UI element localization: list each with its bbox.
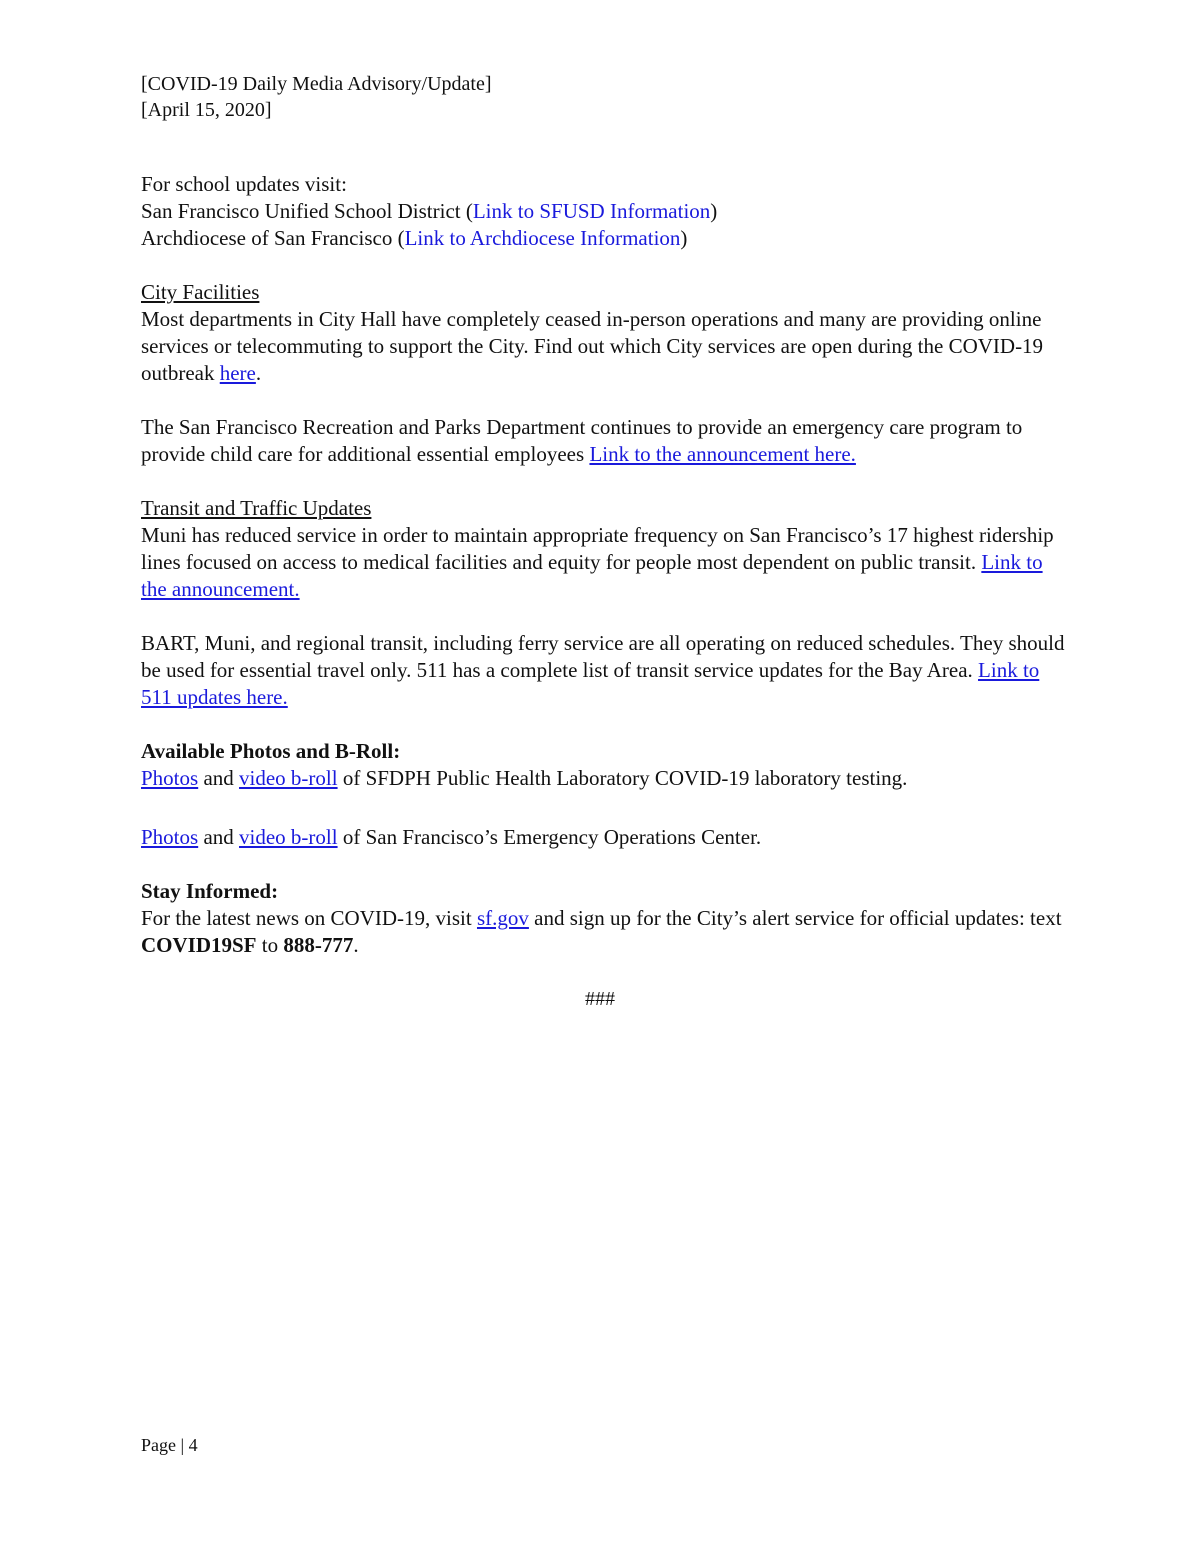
page-number: Page | 4 [141, 1435, 198, 1455]
sfusd-prefix: San Francisco Unified School District ( [141, 199, 473, 223]
sfusd-suffix: ) [710, 199, 718, 223]
lab-video-broll-link[interactable]: video b-roll [239, 766, 338, 790]
sfusd-line [141, 198, 1071, 225]
alert-number: 888-777 [283, 933, 354, 957]
stay-informed-text-4: . [353, 933, 359, 957]
spacer [141, 603, 1071, 630]
spacer [141, 711, 1071, 738]
stay-informed-paragraph [141, 905, 1071, 959]
lab-and-text: and [198, 766, 240, 790]
spacer [141, 851, 1071, 878]
rec-parks-text: The San Francisco Recreation and Parks Department continues to provide an emergency care program to provide child care for additional essential employees [141, 415, 1023, 466]
archdiocese-line [141, 225, 1071, 252]
eoc-photos-link[interactable]: Photos [141, 825, 199, 849]
photos-item-eoc [141, 824, 1071, 851]
stay-informed-text-3: to [256, 933, 284, 957]
spacer [141, 387, 1071, 414]
muni-text: Muni has reduced service in order to maintain appropriate frequency on San Francisco’s 17 highest ridership lines focused on access to medical facilities and equity for people most dependent on public transit. [141, 523, 1054, 574]
city-facilities-text: Most departments in City Hall have completely ceased in-person operations and many are providing online services or telecommuting to support the City. Find out which City services are open during the COVID-19 outbreak [141, 307, 1044, 385]
stay-informed-text-1: For the latest news on COVID-19, visit [141, 906, 477, 930]
archdiocese-prefix: Archdiocese of San Francisco ( [141, 226, 405, 250]
transit-heading: Transit and Traffic Updates [141, 496, 372, 520]
bart-paragraph [141, 630, 1071, 711]
alert-keyword: COVID19SF [141, 933, 257, 957]
lab-description: of SFDPH Public Health Laboratory COVID-19 laboratory testing. [337, 766, 908, 790]
spacer [141, 792, 1071, 824]
spacer [141, 252, 1071, 279]
muni-announcement-link[interactable]: Link to the announcement. [141, 550, 1043, 601]
spacer [141, 468, 1071, 495]
city-facilities-heading: City Facilities [141, 280, 260, 304]
archdiocese-link[interactable]: Link to Archdiocese Information [404, 226, 681, 250]
document-header [141, 71, 492, 123]
document-body [141, 171, 1071, 959]
eoc-description: of San Francisco’s Emergency Operations Center. [337, 825, 762, 849]
sf-gov-link[interactable]: sf.gov [476, 906, 529, 930]
city-services-here-link[interactable]: here [219, 361, 256, 385]
header-date: [April 15, 2020] [141, 99, 272, 121]
city-facilities-period: . [255, 361, 262, 385]
sfusd-link[interactable]: Link to SFUSD Information [472, 199, 711, 223]
photos-heading: Available Photos and B-Roll: [141, 739, 401, 763]
rec-parks-paragraph [141, 414, 1071, 468]
school-updates-intro: For school updates visit: [141, 172, 347, 196]
511-updates-link[interactable]: Link to 511 updates here. [141, 658, 1040, 709]
photos-item-lab [141, 765, 1071, 792]
city-facilities-paragraph [141, 306, 1071, 387]
stay-informed-heading: Stay Informed: [141, 879, 279, 903]
lab-photos-link[interactable]: Photos [141, 766, 199, 790]
rec-parks-announcement-link[interactable]: Link to the announcement here. [589, 442, 856, 466]
stay-informed-text-2: and sign up for the City’s alert service for official updates: text [528, 906, 1062, 930]
eoc-video-broll-link[interactable]: video b-roll [239, 825, 338, 849]
end-of-release-mark: ### [585, 988, 615, 1010]
archdiocese-suffix: ) [680, 226, 688, 250]
header-title: [COVID-19 Daily Media Advisory/Update] [141, 73, 492, 95]
muni-paragraph [141, 522, 1071, 603]
bart-text: BART, Muni, and regional transit, including ferry service are all operating on reduced schedules. They should be used for essential travel only. 511 has a complete list of transit service updates for the Bay Area. [141, 631, 1065, 682]
eoc-and-text: and [198, 825, 240, 849]
